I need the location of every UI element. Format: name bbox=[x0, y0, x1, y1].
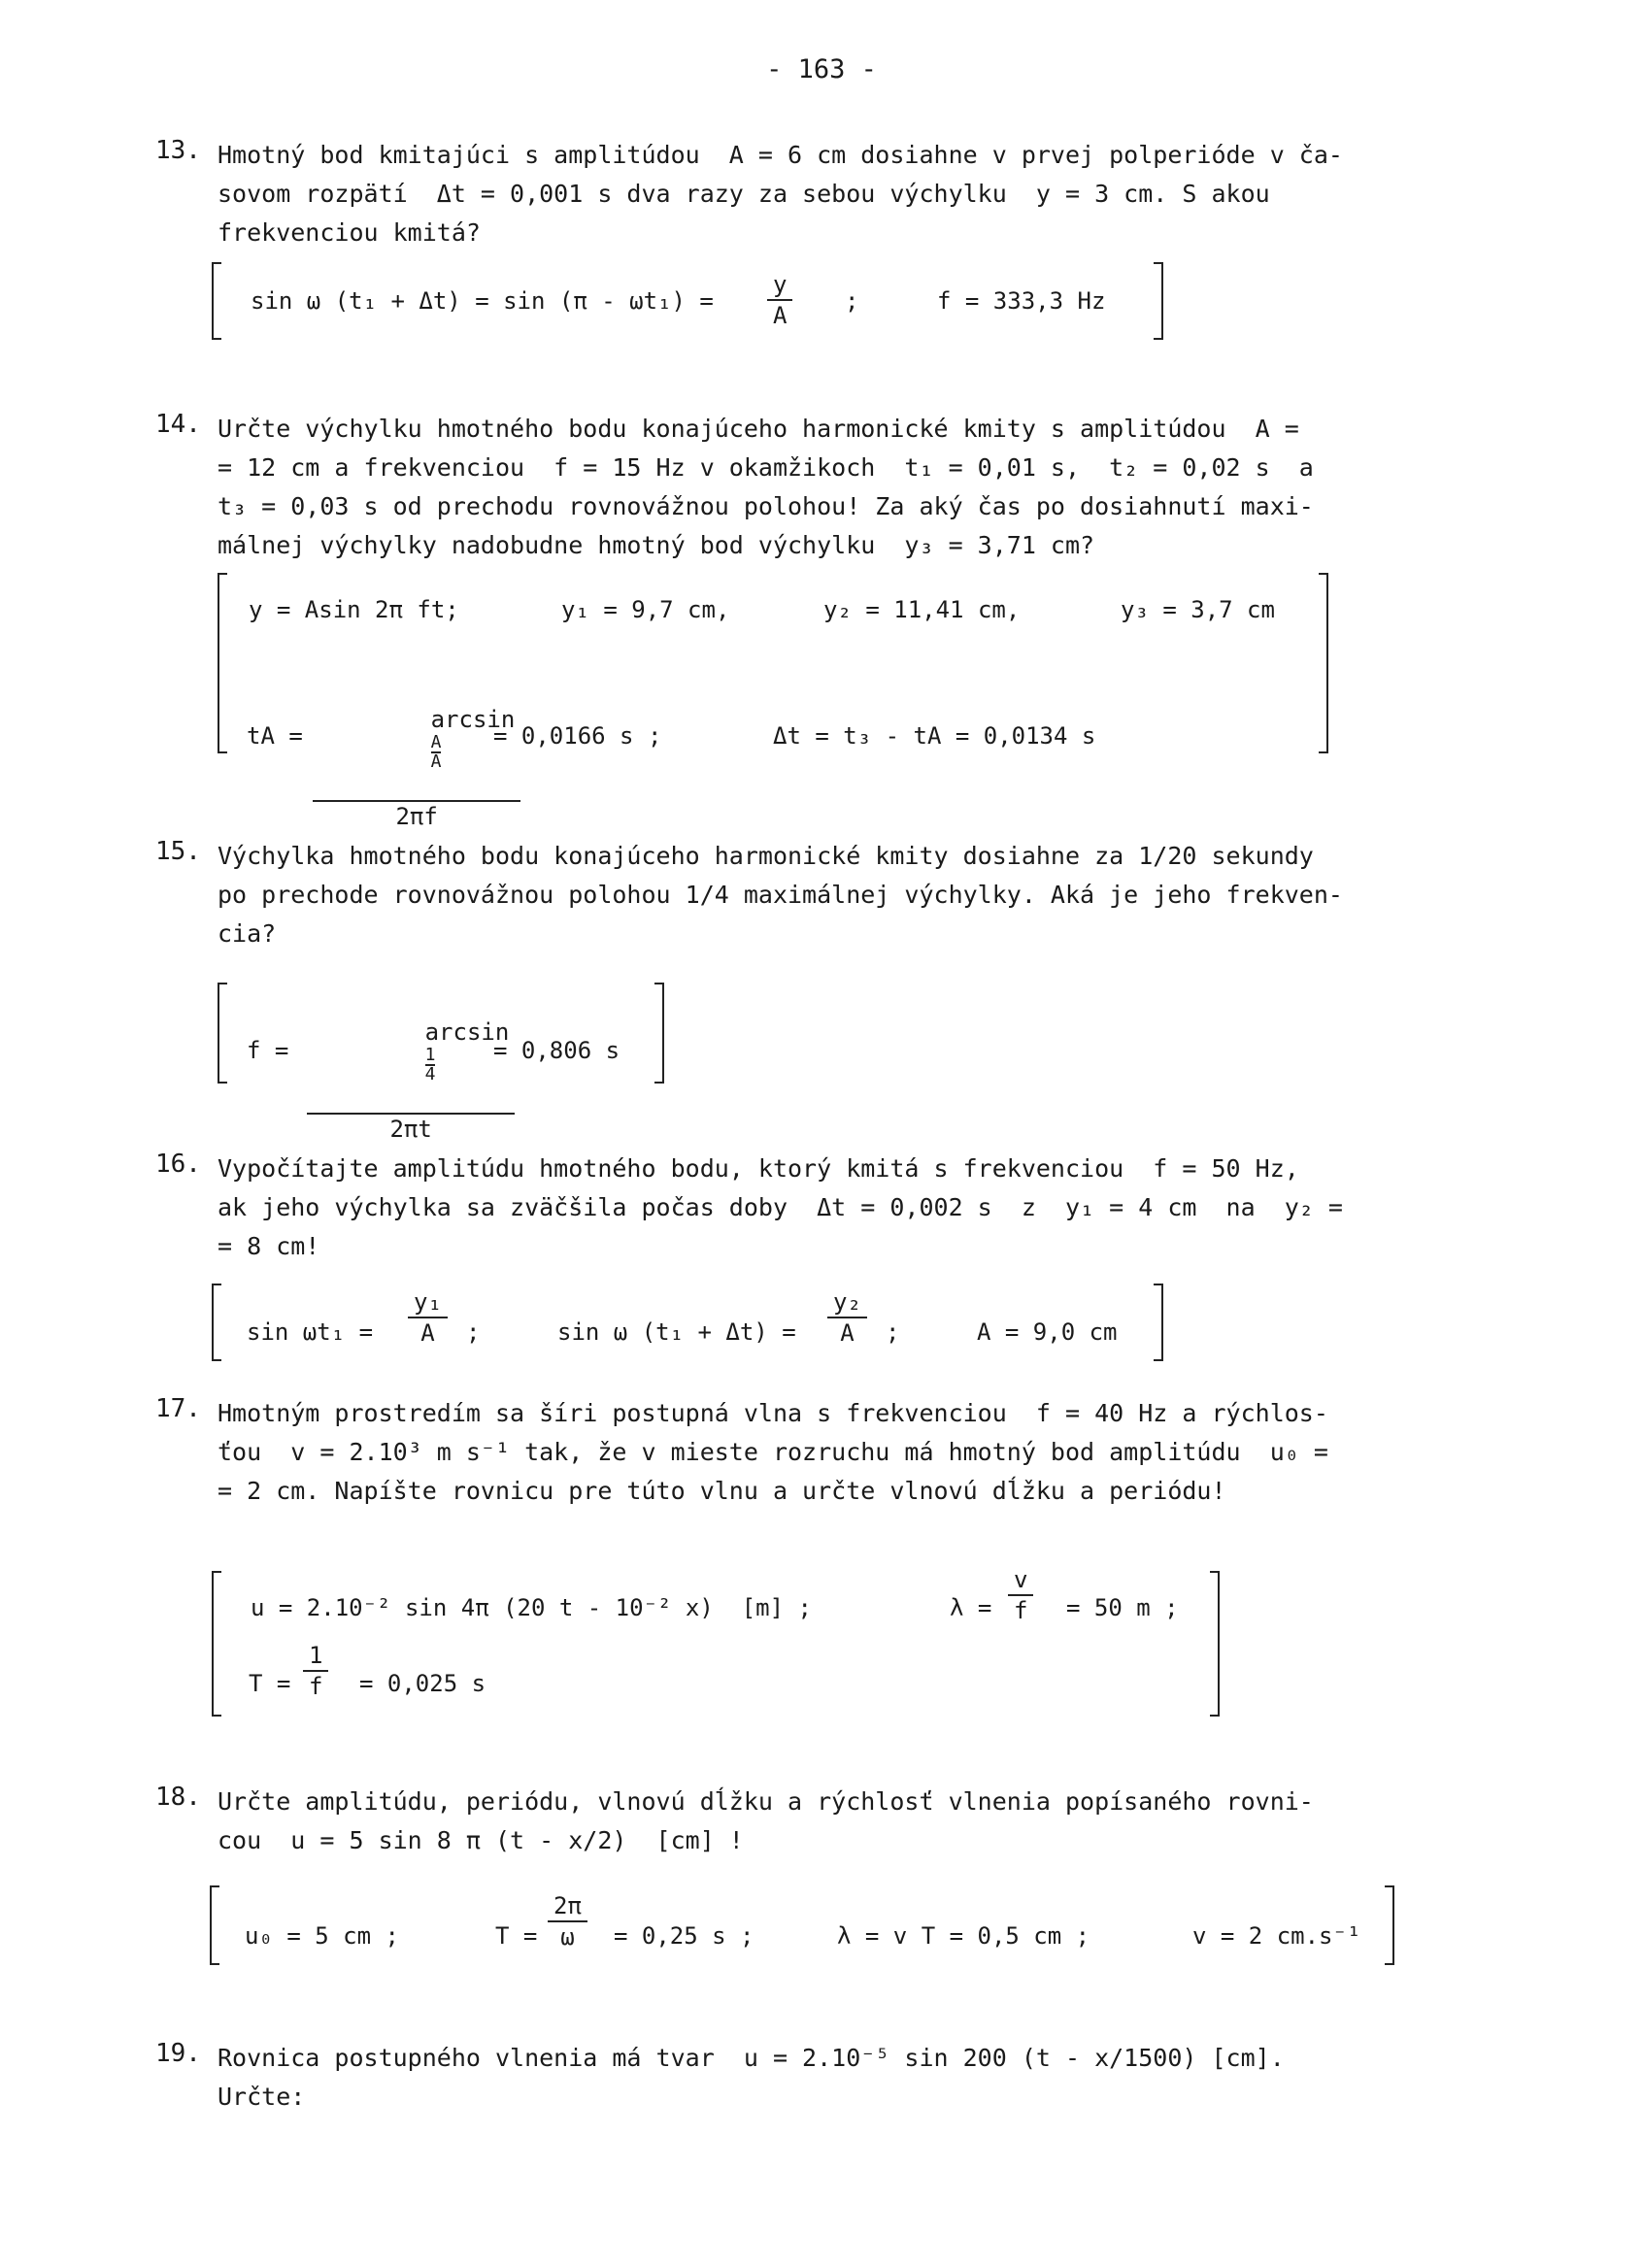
answer-velocity: v = 2 cm.s⁻¹ bbox=[1192, 1922, 1361, 1950]
inner-fraction bbox=[425, 1047, 436, 1084]
answer-fraction-1 bbox=[408, 1287, 448, 1348]
answer-fraction bbox=[307, 988, 515, 1144]
problem-18 bbox=[155, 1783, 1427, 1860]
inner-fraction-numerator: A bbox=[430, 732, 442, 752]
problem-16 bbox=[155, 1150, 1427, 1266]
answer-delta-t: Δt = t₃ - tA = 0,0134 s bbox=[773, 722, 1096, 750]
answer-ta-lhs: tA = bbox=[247, 722, 303, 750]
problem-13 bbox=[155, 136, 1427, 252]
problem-text: Rovnica postupného vlnenia má tvar u = 2.10⁻⁵ sin 200 (t - x/1500) [cm]. Určte: bbox=[218, 2044, 1285, 2111]
fraction-numerator: y₂ bbox=[833, 1288, 861, 1316]
problem-17 bbox=[155, 1394, 1427, 1511]
answer-wavelength: λ = v T = 0,5 cm ; bbox=[837, 1922, 1090, 1950]
page-number: - 163 - bbox=[766, 54, 877, 84]
fraction-denominator: 2πf bbox=[395, 803, 438, 830]
answer-period-value: = 0,25 s ; bbox=[614, 1922, 754, 1950]
answer-period-lhs: T = bbox=[495, 1922, 538, 1950]
problem-text: Výchylka hmotného bodu konajúceho harmonické kmity dosiahne za 1/20 sekundy po prechode rovnovážnou polohou 1/4 maximálnej výchylky. Aká je jeho frekven- cia? bbox=[218, 842, 1343, 948]
answer-period-value: = 0,025 s bbox=[359, 1670, 486, 1697]
inner-fraction-numerator: 1 bbox=[424, 1045, 436, 1065]
problem-text: Určte amplitúdu, periódu, vlnovú dĺžku a rýchlosť vlnenia popísaného rovni- cou u = 5 sin 8 π (t - x/2) [cm] ! bbox=[218, 1787, 1314, 1854]
answer-result: A = 9,0 cm bbox=[977, 1318, 1118, 1346]
fraction-numerator: 2π bbox=[553, 1892, 582, 1919]
answer-semicolon-2: ; bbox=[886, 1318, 900, 1346]
fraction-numerator: y₁ bbox=[414, 1288, 442, 1316]
answer-period-fraction bbox=[303, 1641, 328, 1701]
answer-period-lhs: T = bbox=[249, 1670, 291, 1697]
arcsin-label: arcsin bbox=[430, 706, 516, 733]
answer-lambda-value: = 50 m ; bbox=[1066, 1594, 1179, 1621]
fraction-denominator: A bbox=[773, 302, 788, 329]
problem-text: Hmotným prostredím sa šíri postupná vlna s frekvenciou f = 40 Hz a rýchlos- ťou v = 2.10³ m s⁻¹ tak, že v mieste rozruchu má hmotný bod amplitúdu u₀ = = 2 cm. Napíšte rovnicu pre túto vlnu a určte vlnovú dĺžku a periódu! bbox=[218, 1399, 1328, 1505]
problem-number: 19. bbox=[155, 2039, 201, 2068]
problem-number: 17. bbox=[155, 1394, 201, 1423]
answer-y2: y₂ = 11,41 cm, bbox=[823, 596, 1021, 623]
answer-lhs-1: sin ωt₁ = bbox=[247, 1318, 374, 1346]
answer-amplitude: u₀ = 5 cm ; bbox=[245, 1922, 399, 1950]
problem-15 bbox=[155, 837, 1427, 953]
problem-number: 16. bbox=[155, 1150, 201, 1179]
answer-lambda-fraction bbox=[1008, 1565, 1033, 1625]
fraction-numerator: 1 bbox=[309, 1642, 323, 1669]
inner-fraction-denominator: 4 bbox=[424, 1064, 436, 1084]
answer-y1: y₁ = 9,7 cm, bbox=[561, 596, 730, 623]
fraction-denominator: 2πt bbox=[389, 1116, 432, 1143]
answer-box-15 bbox=[218, 983, 664, 1143]
answer-semicolon: ; bbox=[845, 287, 859, 315]
answer-semicolon-1: ; bbox=[466, 1318, 481, 1346]
answer-equation: y = Asin 2π ft; bbox=[249, 596, 459, 623]
fraction-denominator: A bbox=[420, 1319, 435, 1347]
fraction-numerator: y bbox=[773, 271, 788, 298]
problem-number: 13. bbox=[155, 136, 201, 165]
problem-number: 14. bbox=[155, 410, 201, 439]
fraction-numerator bbox=[307, 988, 515, 1113]
problem-number: 18. bbox=[155, 1783, 201, 1812]
problem-text: Hmotný bod kmitajúci s amplitúdou A = 6 cm dosiahne v prvej polperióde v ča- sovom rozpätí Δt = 0,001 s dva razy za sebou výchylku y = 3 cm. S akou frekvenciou kmitá? bbox=[218, 141, 1343, 247]
answer-lhs: sin ω (t₁ + Δt) = sin (π - ωt₁) = bbox=[251, 287, 714, 315]
answer-result: f = 333,3 Hz bbox=[937, 287, 1106, 315]
problem-text: Určte výchylku hmotného bodu konajúceho harmonické kmity s amplitúdou A = = 12 cm a frekvenciou f = 15 Hz v okamžikoch t₁ = 0,01 s, t₂ = 0,02 s a t₃ = 0,03 s od prechodu rovnovážnou polohou! Za aký čas po dosiahnutí maxi- málnej výchylky nadobudne hmotný bod výchylku y₃ = 3,71 cm? bbox=[218, 415, 1314, 559]
answer-period-fraction bbox=[548, 1891, 587, 1951]
arcsin-label: arcsin bbox=[424, 1018, 510, 1046]
problem-number: 15. bbox=[155, 837, 201, 866]
answer-lhs: f = bbox=[247, 1037, 289, 1064]
fraction-denominator: f bbox=[309, 1673, 323, 1700]
answer-lhs-2: sin ω (t₁ + Δt) = bbox=[557, 1318, 796, 1346]
answer-box-13 bbox=[212, 262, 1163, 340]
problem-text: Vypočítajte amplitúdu hmotného bodu, ktorý kmitá s frekvenciou f = 50 Hz, ak jeho výchylka sa zväčšila počas doby Δt = 0,002 s z y₁ = 4 cm na y₂ = = 8 cm! bbox=[218, 1154, 1343, 1260]
answer-lambda-lhs: λ = bbox=[950, 1594, 992, 1621]
fraction-numerator: v bbox=[1014, 1566, 1028, 1593]
answer-fraction bbox=[767, 270, 792, 330]
answer-box-14 bbox=[218, 573, 1328, 830]
problem-14 bbox=[155, 410, 1427, 565]
answer-ta-value: = 0,0166 s ; bbox=[493, 722, 662, 750]
inner-fraction bbox=[431, 734, 442, 771]
fraction-numerator bbox=[313, 676, 520, 800]
answer-box-18 bbox=[210, 1885, 1394, 1965]
fraction-denominator: f bbox=[1014, 1597, 1028, 1624]
inner-fraction-denominator: A bbox=[430, 751, 442, 772]
answer-value: = 0,806 s bbox=[493, 1037, 620, 1064]
answer-box-16 bbox=[212, 1284, 1163, 1361]
answer-box-17 bbox=[212, 1566, 1220, 1717]
fraction-denominator: ω bbox=[560, 1923, 575, 1951]
problem-19 bbox=[155, 2039, 1427, 2117]
answer-wave-equation: u = 2.10⁻² sin 4π (20 t - 10⁻² x) [m] ; bbox=[251, 1594, 812, 1621]
answer-fraction-2 bbox=[827, 1287, 867, 1348]
answer-y3: y₃ = 3,7 cm bbox=[1121, 596, 1275, 623]
fraction-denominator: A bbox=[840, 1319, 855, 1347]
answer-ta-fraction bbox=[313, 676, 520, 831]
